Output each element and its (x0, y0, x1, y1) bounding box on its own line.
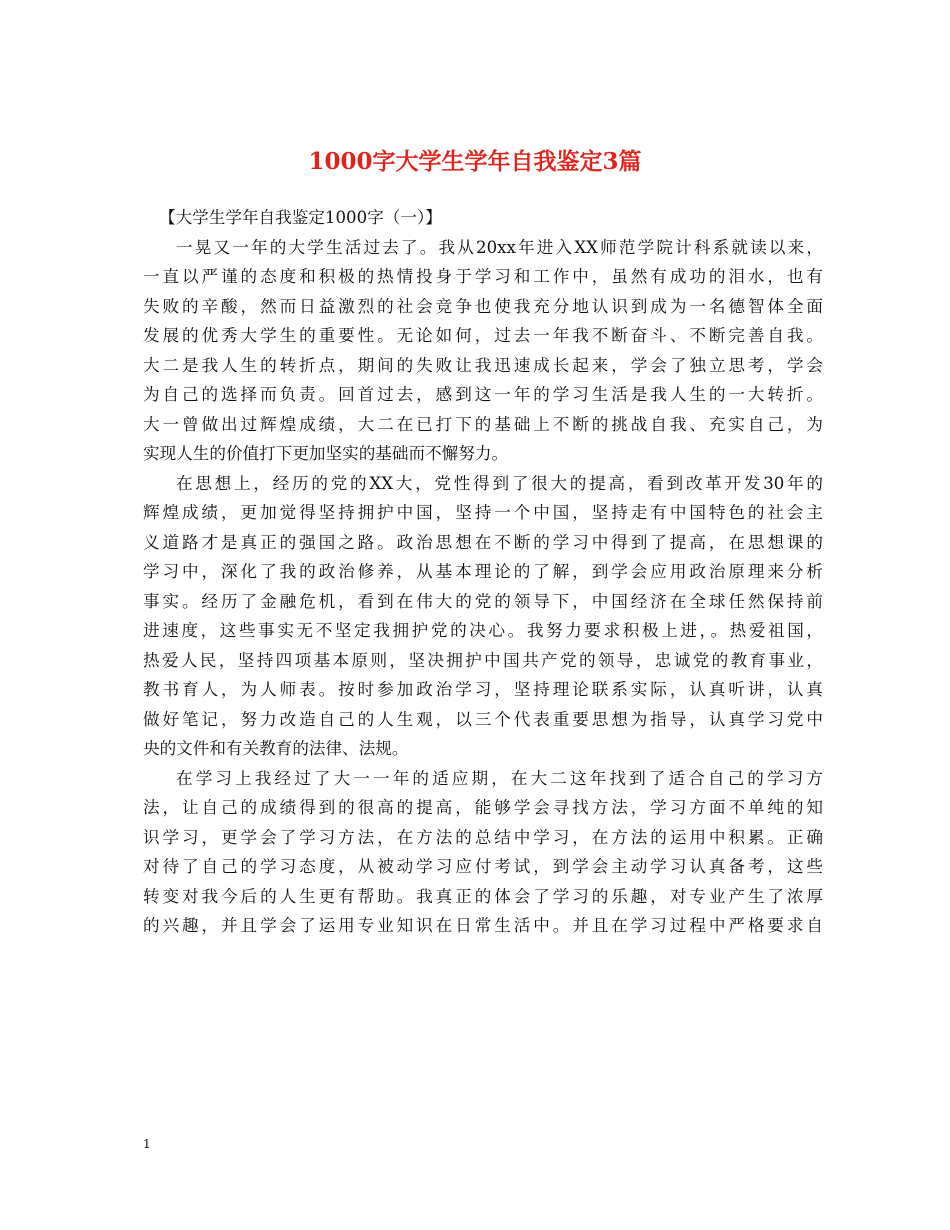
paragraph-line: 识学习，更学会了学习方法，在方法的总结中学习，在方法的运用中积累。正确 (143, 827, 823, 847)
paragraph-line: 对待了自己的学习态度，从被动学习应付考试，到学会主动学习认真备考，这些 (143, 857, 823, 876)
paragraph-line: 热爱人民，坚持四项基本原则，坚决拥护中国共产党的领导，忠诚党的教育事业， (143, 650, 823, 670)
paragraph-line: 大一曾做出过辉煌成绩，大二在已打下的基础上不断的挑战自我、充实自己，为 (143, 414, 823, 434)
paragraph-line: 教书育人，为人师表。按时参加政治学习，坚持理论联系实际，认真听讲，认真 (143, 680, 823, 699)
paragraph-line: 的兴趣，并且学会了运用专业知识在日常生活中。并且在学习过程中严格要求自 (143, 916, 823, 935)
paragraph-line: 在思想上，经历的党的XX大，党性得到了很大的提高，看到改革开发30年的 (176, 473, 823, 493)
paragraph-line: 实现人生的价值打下更加坚实的基础而不懈努力。 (143, 444, 509, 463)
paragraph-line: 在学习上我经过了大一一年的适应期，在大二这年找到了适合自己的学习方 (176, 768, 823, 788)
paragraph-line: 进速度，这些事实无不坚定我拥护党的决心。我努力要求积极上进，。热爱祖国， (143, 621, 823, 640)
paragraph-2 (143, 469, 823, 764)
paragraph-line: 做好笔记，努力改造自己的人生观，以三个代表重要思想为指导，认真学习党中 (143, 709, 823, 729)
paragraph-line: 法，让自己的成绩得到的很高的提高，能够学会寻找方法，学习方面不单纯的知 (143, 798, 823, 817)
document-title: 1000字大学生学年自我鉴定3篇 (308, 148, 642, 176)
paragraph-line: 央的文件和有关教育的法律、法规。 (143, 739, 409, 758)
paragraph-line: 义道路才是真正的强国之路。政治思想在不断的学习中得到了提高，在思想课的 (143, 532, 823, 552)
document-body (143, 203, 823, 941)
paragraph-3 (143, 764, 823, 941)
paragraph-line: 转变对我今后的人生更有帮助。我真正的体会了学习的乐趣，对专业产生了浓厚 (143, 886, 823, 906)
paragraph-line: 辉煌成绩，更加觉得坚持拥护中国，坚持一个中国，坚持走有中国特色的社会主 (143, 503, 823, 522)
section-heading: 【大学生学年自我鉴定1000字（一）】 (159, 208, 442, 227)
paragraph-line: 大二是我人生的转折点，期间的失败让我迅速成长起来，学会了独立思考，学会 (143, 355, 823, 375)
paragraph-line: 事实。经历了金融危机，看到在伟大的党的领导下，中国经济在全球任然保持前 (143, 591, 823, 611)
paragraph-line: 一直以严谨的态度和积极的热情投身于学习和工作中，虽然有成功的泪水，也有 (143, 267, 823, 286)
paragraph-1 (143, 233, 823, 469)
paragraph-line: 失败的辛酸，然而日益激烈的社会竞争也使我充分地认识到成为一名德智体全面 (143, 296, 823, 316)
page-number: 1 (143, 1137, 151, 1151)
paragraph-line: 发展的优秀大学生的重要性。无论如何，过去一年我不断奋斗、不断完善自我。 (143, 326, 823, 345)
paragraph-line: 学习中，深化了我的政治修养，从基本理论的了解，到学会应用政治原理来分析 (143, 562, 823, 581)
paragraph-line: 一晃又一年的大学生活过去了。我从20xx年进入XX师范学院计科系就读以来， (176, 237, 823, 257)
paragraph-line: 为自己的选择而负责。回首过去，感到这一年的学习生活是我人生的一大转折。 (143, 385, 823, 404)
